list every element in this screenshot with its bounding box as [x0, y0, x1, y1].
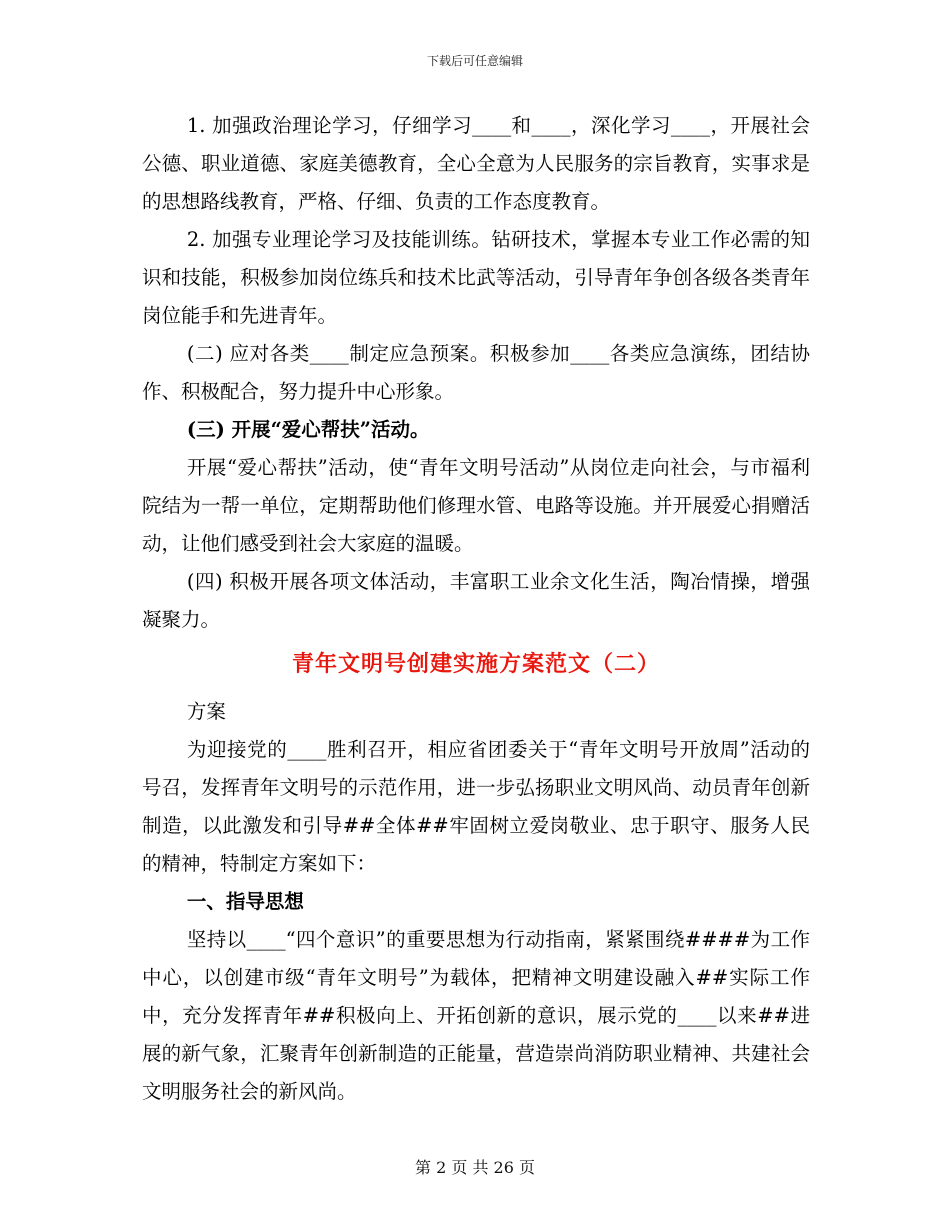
paragraph-3: (二) 应对各类____制定应急预案。积极参加____各类应急演练，团结协作、积极配合，努力提升中心形象。 [142, 342, 810, 403]
paragraph-4: 开展“爱心帮扶”活动，使“青年文明号活动”从岗位走向社会，与市福利院结为一帮一单位，定期帮助他们修理水管、电路等设施。并开展爱心捐赠活动，让他们感受到社会大家庭的温暖。 [142, 456, 810, 555]
document-body [142, 107, 810, 1111]
section-guiding-paragraph: 坚持以____“四个意识”的重要思想为行动指南，紧紧围绕####为工作中心，以创建市级“青年文明号”为载体，把精神文明建设融入##实际工作中，充分发挥青年##积极向上、开拓创新的意识，展示党的____以来##进展的新气象，汇聚青年创新制造的正能量，营造崇尚消防职业精神、共建社会文明服务社会的新风尚。 [142, 928, 810, 1103]
paragraph-1: 1. 加强政治理论学习，仔细学习____和____，深化学习____，开展社会公德、职业道德、家庭美德教育，全心全意为人民服务的宗旨教育，实事求是的思想路线教育，严格、仔细、负责的工作态度教育。 [142, 114, 810, 213]
subheading-3: (三) 开展“爱心帮扶”活动。 [186, 418, 430, 441]
page-footer: 第 2 页 共 26 页 [415, 1158, 535, 1177]
section-intro-paragraph: 为迎接党的____胜利召开，相应省团委关于“青年文明号开放周”活动的号召，发挥青年文明号的示范作用，进一步弘扬职业文明风尚、动员青年创新制造，以此激发和引导##全体##牢固树立爱岗敬业、忠于职守、服务人民的精神，特制定方案如下： [142, 738, 810, 875]
section-label: 方案 [186, 700, 226, 723]
paragraph-2: 2. 加强专业理论学习及技能训练。钻研技术，掌握本专业工作必需的知识和技能，积极参加岗位练兵和技术比武等活动，引导青年争创各级各类青年岗位能手和先进青年。 [142, 228, 810, 327]
section-heading-guiding-thought: 一、指导思想 [186, 890, 304, 913]
page-header: 下载后可任意编辑 [426, 54, 523, 68]
paragraph-5: (四) 积极开展各项文体活动，丰富职工业余文化生活，陶冶情操，增强凝聚力。 [142, 570, 810, 631]
section-title: 青年文明号创建实施方案范文（二） [291, 651, 660, 677]
